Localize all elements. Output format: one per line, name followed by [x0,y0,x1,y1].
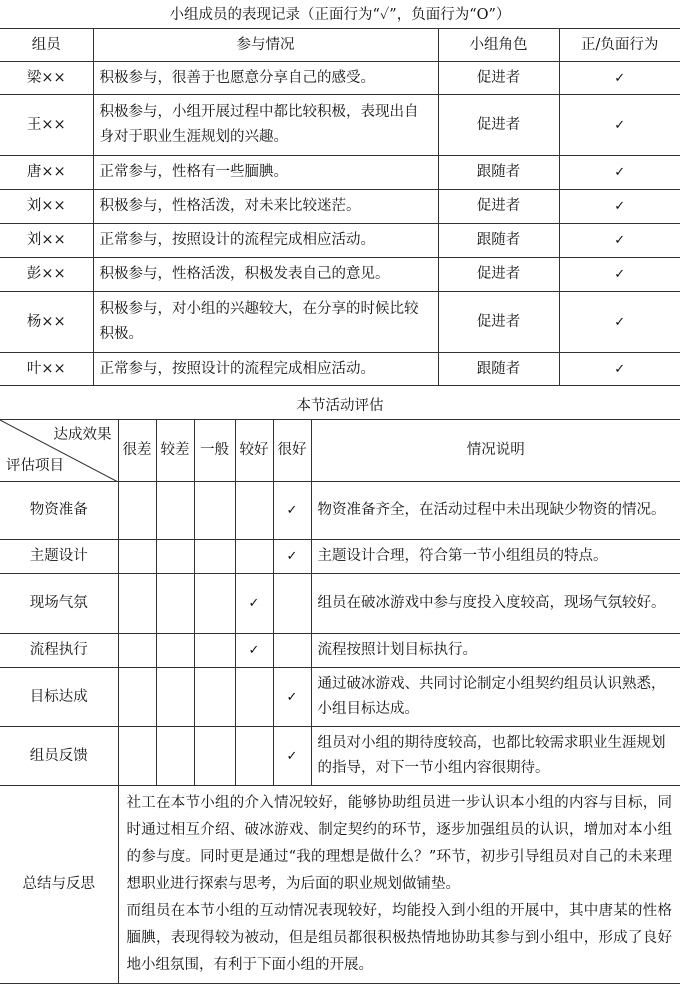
member-participation: 正常参与，性格有一些腼腆。 [93,156,438,190]
eval-mark [273,574,311,634]
diag-top-label: 达成效果 [53,427,112,443]
eval-item: 主题设计 [0,540,118,574]
member-participation: 积极参与，小组开展过程中都比较积极，表现出自身对于职业生涯规划的兴趣。 [93,95,438,156]
eval-mark: ✓ [273,540,311,574]
eval-mark [194,574,235,634]
eval-mark [235,727,273,786]
eval-mark: ✓ [273,727,311,786]
table-row [0,224,680,258]
eval-desc: 主题设计合理，符合第一节小组组员的特点。 [311,540,680,574]
eval-mark [194,634,235,668]
eval-desc: 组员对小组的期待度较高，也都比较需求职业生涯规划的指导，对下一节小组内容很期待。 [311,727,680,786]
level-header: 很好 [273,420,311,482]
member-name: 刘×× [0,224,93,258]
member-role: 促进者 [438,292,559,353]
eval-mark: ✓ [235,634,273,668]
eval-mark: ✓ [235,574,273,634]
member-participation: 正常参与，按照设计的流程完成相应活动。 [93,224,438,258]
eval-mark [194,727,235,786]
eval-mark [156,574,194,634]
desc-header: 情况说明 [311,420,680,482]
member-role: 促进者 [438,62,559,95]
table-row [0,95,680,156]
header-participation: 参与情况 [93,29,438,62]
member-participation: 正常参与，按照设计的流程完成相应活动。 [93,353,438,386]
member-name: 唐×× [0,156,93,190]
level-header: 一般 [194,420,235,482]
member-behavior: ✓ [559,258,680,292]
eval-mark [156,668,194,727]
level-header: 很差 [118,420,156,482]
eval-item: 现场气氛 [0,574,118,634]
eval-item: 组员反馈 [0,727,118,786]
table-header-row [0,29,680,62]
eval-mark [194,540,235,574]
eval-mark [156,482,194,540]
member-role: 促进者 [438,258,559,292]
table-row [0,258,680,292]
eval-desc: 组员在破冰游戏中参与度投入度较高，现场气氛较好。 [311,574,680,634]
member-behavior: ✓ [559,292,680,353]
level-header: 较好 [235,420,273,482]
member-role: 促进者 [438,95,559,156]
diagonal-header-cell [0,420,118,482]
eval-mark [118,668,156,727]
table-row [0,292,680,353]
table-row [0,482,680,540]
header-behavior: 正/负面行为 [559,29,680,62]
member-behavior: ✓ [559,353,680,386]
member-behavior: ✓ [559,156,680,190]
eval-desc: 通过破冰游戏、共同讨论制定小组契约组员认识熟悉，小组目标达成。 [311,668,680,727]
member-performance-table [0,28,680,386]
member-behavior: ✓ [559,62,680,95]
member-role: 跟随者 [438,224,559,258]
member-participation: 积极参与，很善于也愿意分享自己的感受。 [93,62,438,95]
eval-mark [118,727,156,786]
member-name: 彭×× [0,258,93,292]
member-behavior: ✓ [559,95,680,156]
eval-item: 流程执行 [0,634,118,668]
member-behavior: ✓ [559,224,680,258]
eval-desc: 物资准备齐全，在活动过程中未出现缺少物资的情况。 [311,482,680,540]
eval-mark [156,540,194,574]
member-behavior: ✓ [559,190,680,224]
table-header-row [0,420,680,482]
eval-mark [156,727,194,786]
eval-mark [273,634,311,668]
eval-mark [235,668,273,727]
eval-mark [235,540,273,574]
table-row [0,156,680,190]
member-participation: 积极参与，对小组的兴趣较大，在分享的时候比较积极。 [93,292,438,353]
member-role: 跟随者 [438,156,559,190]
member-name: 刘×× [0,190,93,224]
table-row [0,634,680,668]
member-name: 王×× [0,95,93,156]
summary-paragraph-2: 而组员在本节小组的互动情况表现较好，均能投入到小组的开展中，其中唐某的性格腼腆，表现得较为被动，但是组员都很积极热情地协助其参与到小组中，形成了良好地小组氛围，有利于下面小组的开展。 [126,903,672,973]
eval-mark [118,574,156,634]
activity-evaluation-table [0,419,680,984]
table-row [0,353,680,386]
eval-mark [118,540,156,574]
diag-bottom-label: 评估项目 [6,458,64,474]
summary-label: 总结与反思 [0,786,118,984]
eval-mark [118,482,156,540]
eval-mark [194,668,235,727]
table-row [0,727,680,786]
eval-desc: 流程按照计划目标执行。 [311,634,680,668]
header-member: 组员 [0,29,93,62]
table1-caption: 小组成员的表现记录（正面行为“✓”，负面行为“O”） [169,7,511,23]
member-participation: 积极参与，性格活泼，对未来比较迷茫。 [93,190,438,224]
level-header: 较差 [156,420,194,482]
eval-mark: ✓ [273,482,311,540]
summary-paragraph-1: 社工在本节小组的介入情况较好，能够协助组员进一步认识本小组的内容与目标，同时通过相互介绍、破冰游戏、制定契约的环节，逐步加强组员的认识，增加对本小组的参与度。同时更是通过“我的理想是做什么？”环节，初步引导组员对自己的未来理想职业进行探索与思考，为后面的职业规划做铺垫。 [126,795,672,892]
table2-caption: 本节活动评估 [296,398,384,414]
header-role: 小组角色 [438,29,559,62]
eval-mark: ✓ [273,668,311,727]
eval-mark [156,634,194,668]
member-name: 杨×× [0,292,93,353]
eval-mark [118,634,156,668]
table-row [0,62,680,95]
table-row [0,190,680,224]
member-participation: 积极参与，性格活泼，积极发表自己的意见。 [93,258,438,292]
summary-text [118,786,680,984]
member-name: 叶×× [0,353,93,386]
table-row [0,574,680,634]
member-role: 跟随者 [438,353,559,386]
member-name: 梁×× [0,62,93,95]
eval-mark [194,482,235,540]
summary-row [0,786,680,984]
eval-item: 目标达成 [0,668,118,727]
member-role: 促进者 [438,190,559,224]
table-row [0,668,680,727]
eval-mark [235,482,273,540]
table-row [0,540,680,574]
eval-item: 物资准备 [0,482,118,540]
